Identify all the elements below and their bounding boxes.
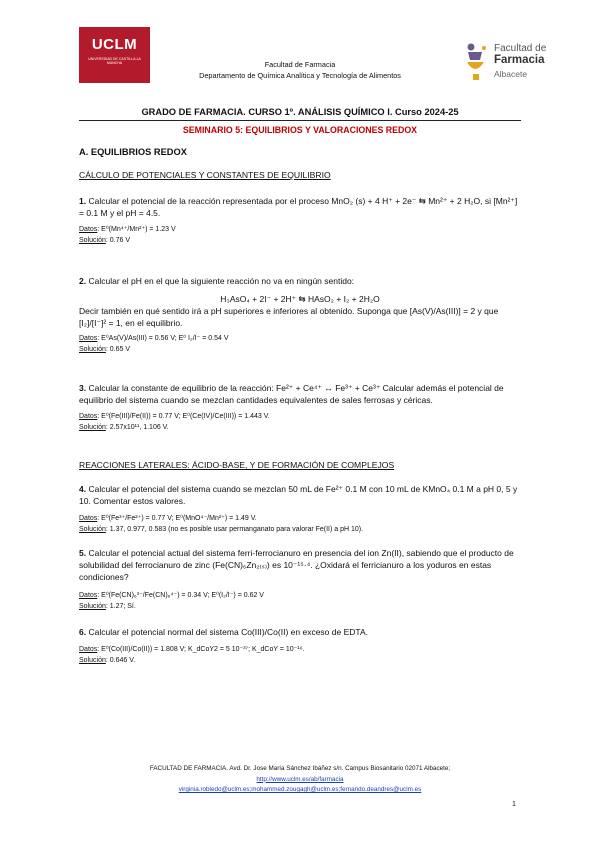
problem-text: Calcular el potencial normal del sistema Co(III)/Co(II) en exceso de EDTA. [88,627,368,637]
header-text [170,59,430,81]
page-number: 1 [512,801,516,808]
footer [79,764,521,796]
datos-value: : E⁰(Fe(III)/Fe(II)) = 0.77 V; E⁰(Ce(IV)/Ce(III)) = 1.443 V. [97,413,270,420]
solution-label: Solución [79,237,106,244]
problem-2-text-2: Decir también en qué sentido irá a pH superiores e inferiores al obtenido. Suponga que [As(V)/As(III)] = 2 y que [I₂]/[I⁻]² = 1, en el equilibrio. [79,306,499,329]
department-name: Departamento de Química Analítica y Tecnología de Alimentos [199,71,401,80]
datos-label: Datos [79,515,98,522]
datos-value: : E⁰(Co(III)/Co(II)) = 1.808 V; K_dCoY2 = 5 10⁻³⁷; K_dCoY = 10⁻¹⁶. [97,646,305,653]
problem-number: 6. [79,627,87,637]
problem-number: 5. [79,548,87,558]
problem-6-solution [79,656,521,667]
problem-text: Calcular el pH en el que la siguiente reacción no va en ningún sentido: [88,276,355,286]
footer-emails-link[interactable]: virginia.robledo@uclm.es;mohammed.zougagh@uclm.es;fernando.deandres@uclm.es [178,786,422,793]
datos-value: : E⁰(Fe³⁺/Fe²⁺) = 0.77 V; E⁰(MnO⁴⁻/Mn²⁺) = 1.49 V. [97,515,257,522]
mortar-icon [464,40,492,84]
uclm-logo [79,27,150,83]
datos-value: : E⁰(Mn⁴⁺/Mn²⁺) = 1.23 V [97,226,176,233]
problem-text: Calcular el potencial actual del sistema ferri-ferrocianuro en presencia del ion Zn(II), sabiendo que el producto de solubilidad del ferrocianuro de zinc (Fe(CN)₆Zn₂₍ₛ₎) es 10⁻¹⁵·⁴. ¿Oxidará el ferricianuro a los yoduros en estas condiciones? [79,548,514,583]
solution-label: Solución [79,603,106,610]
datos-label: Datos [79,226,98,233]
subsection-heading-1: CÁLCULO DE POTENCIALES Y CONSTANTES DE EQUILIBRIO [79,170,331,180]
problem-5-solution [79,602,521,613]
problem-6-data [79,645,521,656]
solution-label: Solución [79,657,106,664]
problem-3 [79,382,521,406]
subsection-heading-2: REACCIONES LATERALES: ÁCIDO-BASE, Y DE FORMACIÓN DE COMPLEJOS [79,460,395,470]
problem-4-solution [79,525,521,536]
problem-2-solution [79,345,521,356]
uclm-logo-text: UCLM [91,36,138,53]
datos-label: Datos [79,413,98,420]
problem-number: 3. [79,383,87,393]
solution-value: : 2.57x10¹¹, 1.106 V. [105,424,169,431]
solution-label: Solución [79,346,106,353]
datos-value: : E⁰As(V)/As(III) = 0.56 V; E⁰ I₂/I⁻ = 0.54 V [97,335,229,342]
solution-value: : 1.37, 0.977, 0.583 (no es posible usar permanganato para valorar Fe(II) a pH 10). [105,526,364,533]
problem-text: Calcular el potencial del sistema cuando se mezclan 50 mL de Fe²⁺ 0.1 M con 10 mL de KMnO₄ 0.1 M a pH 0, 5 y 10. Comentar estos valores. [79,484,518,507]
seminar-title: SEMINARIO 5: EQUILIBRIOS Y VALORACIONES REDOX [182,125,418,135]
faculty-name: Facultad de Farmacia [264,60,336,69]
problem-5-data [79,591,521,602]
problem-number: 2. [79,276,87,286]
farmacia-logo [464,40,559,84]
problem-1-data [79,225,521,236]
farmacia-logo-line2: Farmacia [494,54,545,66]
problem-2-equation: H₃AsO₄ + 2I⁻ + 2H⁺ ⇆ HAsO₂ + I₂ + 2H₂O [220,294,380,304]
problem-1-solution [79,236,521,247]
datos-label: Datos [79,646,98,653]
footer-address: FACULTAD DE FARMACIA. Avd. Dr. Jose María Sánchez Ibáñez s/n. Campus Biosanitario 02071 Albacete; [149,765,451,772]
problem-3-solution [79,423,521,434]
section-heading: A. EQUILIBRIOS REDOX [79,147,187,157]
datos-value: : E⁰(Fe(CN)₆³⁻/Fe(CN)₆⁴⁻) = 0.34 V; E⁰(I₂/I⁻) = 0.62 V [97,592,264,599]
datos-label: Datos [79,335,98,342]
problem-number: 4. [79,484,87,494]
problem-2 [79,275,521,287]
title-rule [79,120,521,121]
footer-url-link[interactable]: http://www.uclm.es/ab/farmacia [256,775,344,783]
problem-number: 1. [79,196,87,206]
farmacia-logo-line3: Albacete [494,69,528,79]
datos-label: Datos [79,592,98,599]
problem-6 [79,626,521,638]
uclm-logo-subtext: UNIVERSIDAD DE CASTILLA-LA MANCHA [88,57,141,65]
solution-value: : 1.27; Sí. [105,603,136,610]
problem-4 [79,483,521,507]
solution-value: : 0.65 V [105,346,130,353]
solution-label: Solución [79,424,106,431]
problem-text: Calcular el potencial de la reacción representada por el proceso MnO₂ (s) + 4 H⁺ + 2e⁻ ⇆ Mn²⁺ + 2 H₂O, si [Mn²⁺] = 0.1 M y el pH = 4.5. [79,196,518,219]
problem-4-data [79,514,521,525]
solution-label: Solución [79,526,106,533]
solution-value: : 0.76 V [105,237,130,244]
problem-2-data [79,334,521,345]
problem-1 [79,195,521,219]
solution-value: : 0.646 V. [105,657,136,664]
problem-5 [79,547,521,584]
farmacia-logo-line1: Facultad de [494,43,547,54]
course-title: GRADO DE FARMACIA. CURSO 1º. ANÁLISIS QUÍMICO I. Curso 2024-25 [141,107,459,117]
problem-3-data [79,412,521,423]
problem-text: Calcular la constante de equilibrio de la reacción: Fe²⁺ + Ce⁴⁺ ↔ Fe³⁺ + Ce³⁺ Calcular además el potencial de equilibrio del sistema cuando se mezclan cantidades equivalentes de sales ferrosas y céricas. [79,383,504,406]
